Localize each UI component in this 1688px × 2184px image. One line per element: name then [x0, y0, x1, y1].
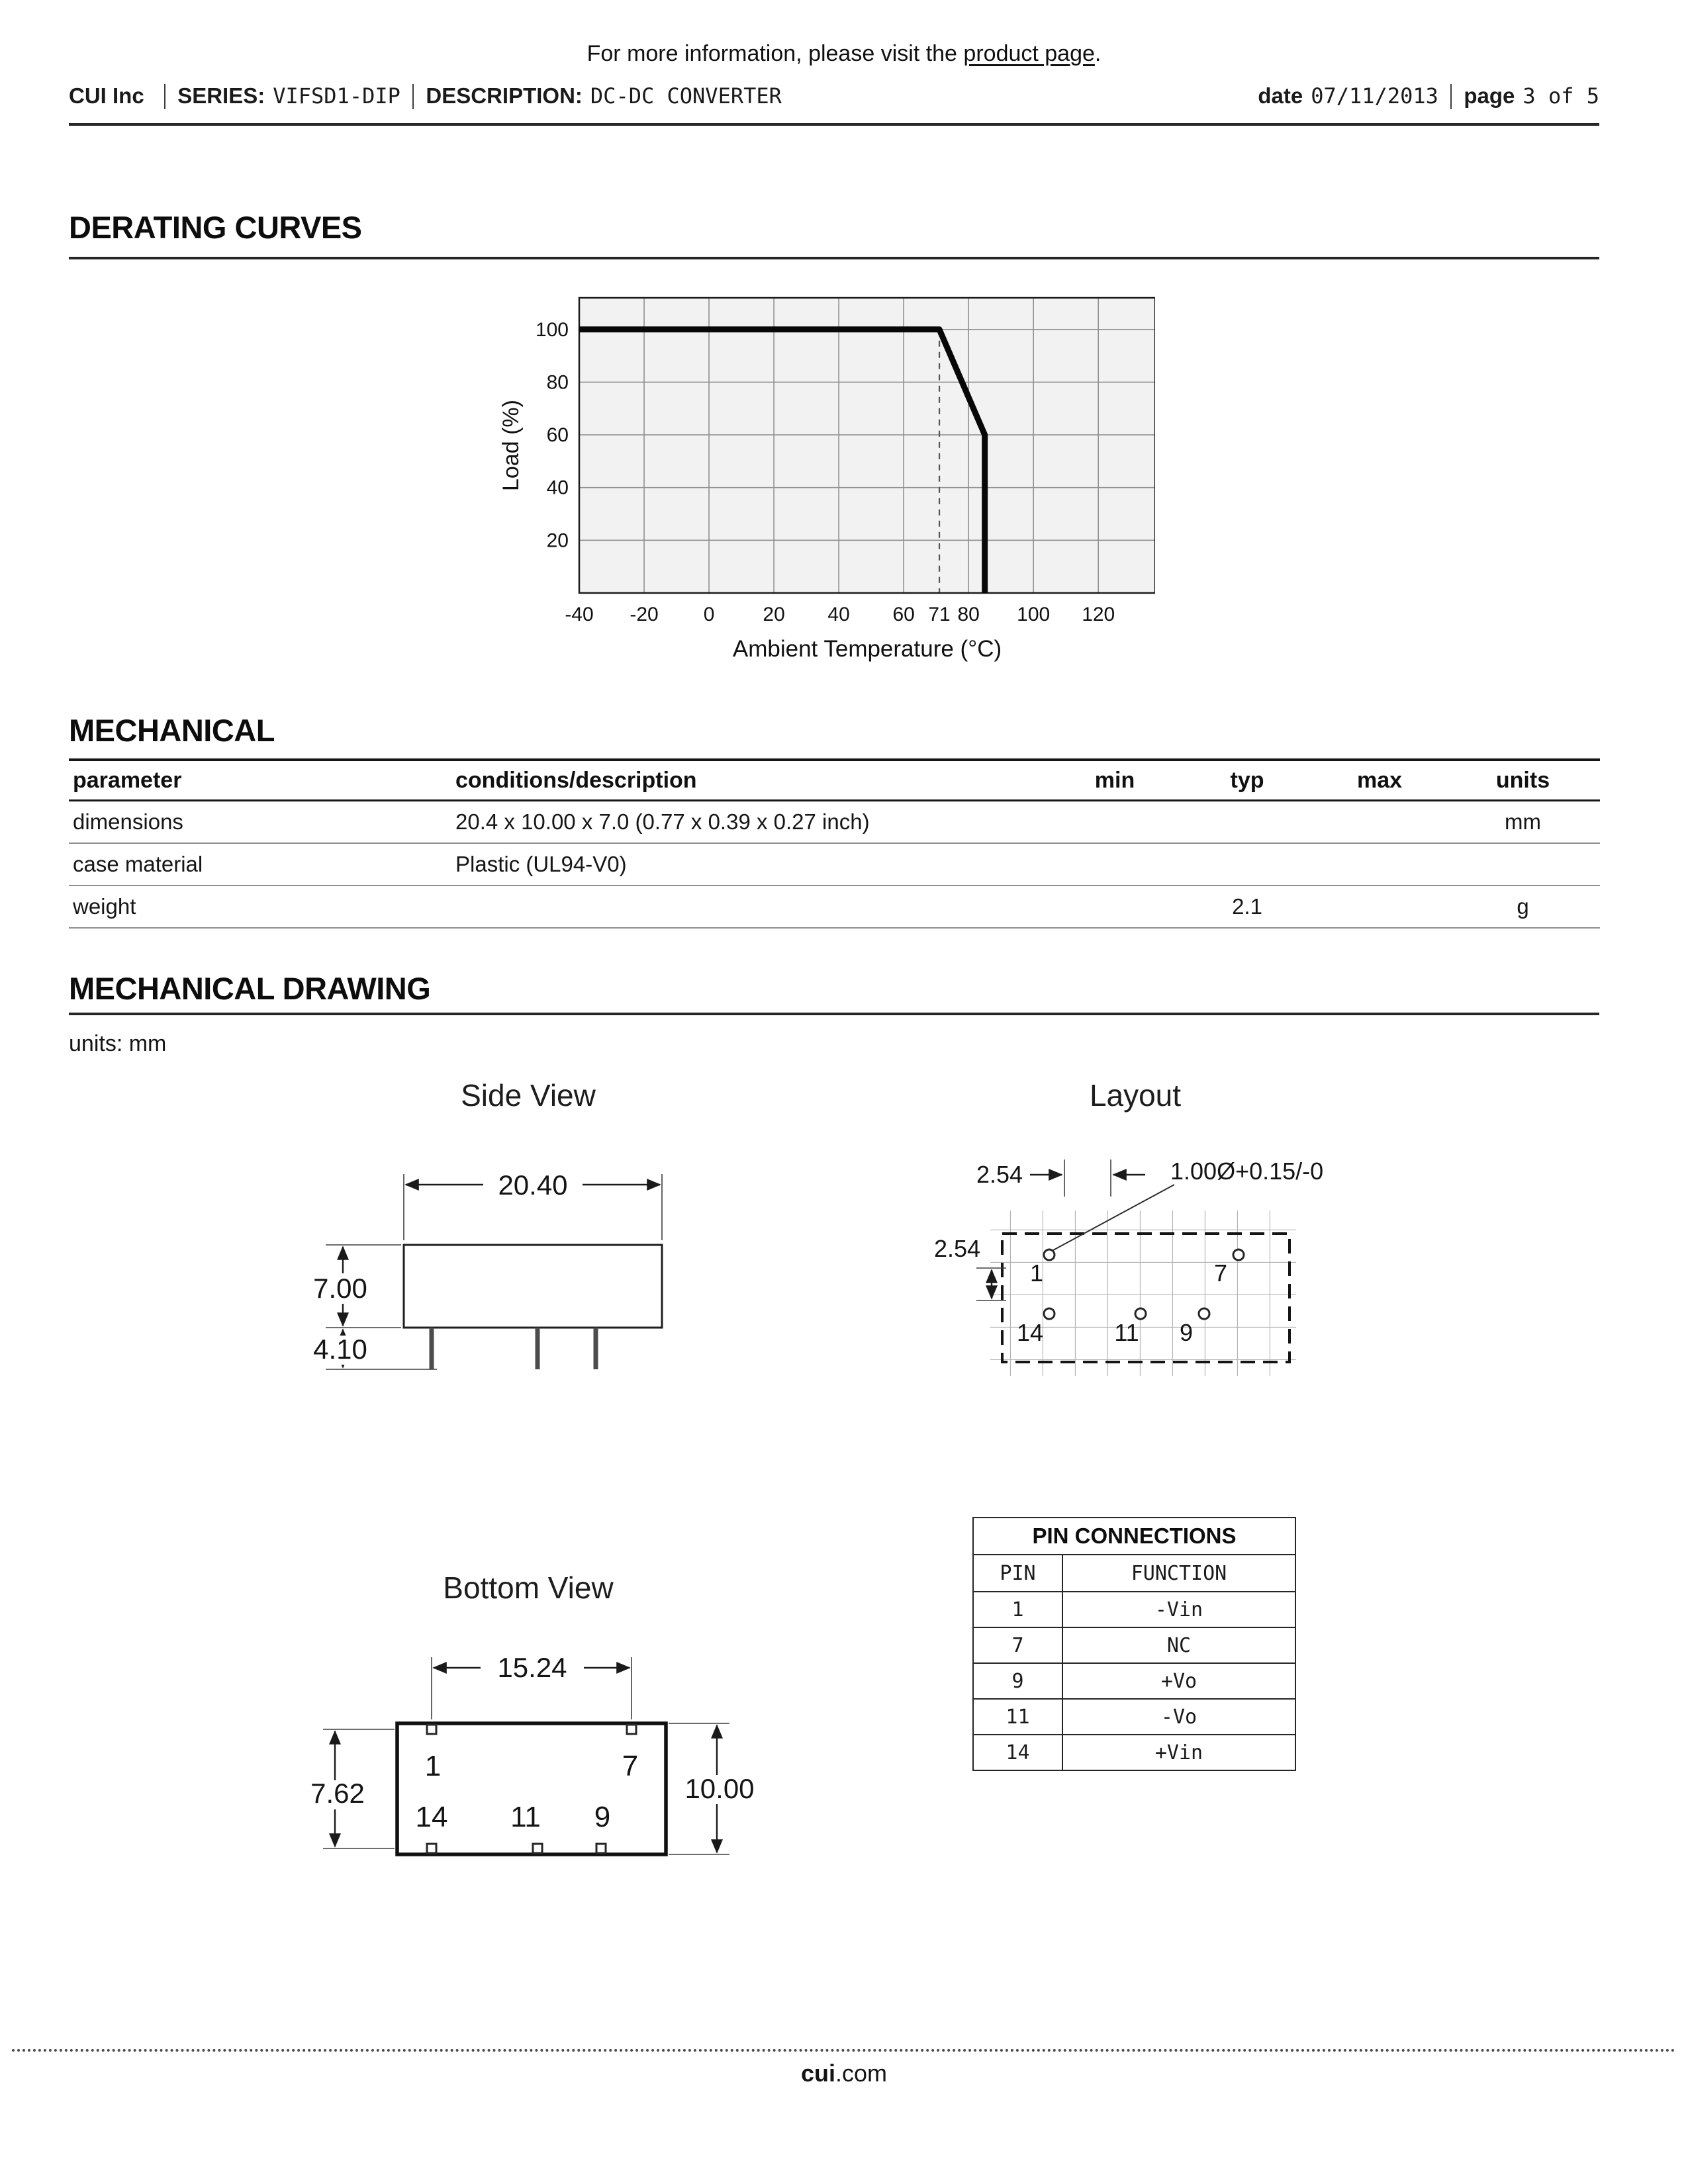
date-value: 07/11/2013	[1311, 83, 1438, 109]
pin-number-cell: 11	[973, 1699, 1062, 1735]
pad-11	[533, 1844, 542, 1853]
mech-table-row	[69, 886, 1600, 928]
layout-pitch-dimension	[976, 1160, 1145, 1197]
x-tick-label: 80	[957, 604, 980, 625]
pin-table-title-row	[973, 1518, 1295, 1555]
mech-cell-min	[1049, 886, 1181, 928]
mech-cell-conditions: Plastic (UL94-V0)	[451, 843, 1049, 886]
mech-col-conditions: conditions/description	[451, 760, 1049, 801]
x-tick-label: 0	[703, 604, 715, 625]
y-tick-label: 40	[546, 477, 569, 499]
side-view-drawing	[285, 1133, 735, 1418]
mech-cell-max	[1313, 843, 1446, 886]
mech-cell-conditions	[451, 886, 1049, 928]
layout-title: Layout	[1089, 1078, 1182, 1113]
mech-cell-parameter: dimensions	[69, 801, 451, 844]
pin-table-title: PIN CONNECTIONS	[973, 1518, 1295, 1555]
function-column-header: FUNCTION	[1062, 1555, 1295, 1592]
mech-cell-units	[1446, 843, 1600, 886]
pin-function-cell: -Vin	[1062, 1592, 1295, 1627]
pin-table-row	[973, 1699, 1295, 1735]
pin-hole-14	[1044, 1308, 1055, 1319]
header-rule	[69, 123, 1599, 126]
layout-pitch-label: 2.54	[976, 1161, 1023, 1188]
y-tick-label: 20	[546, 529, 569, 552]
header-row	[69, 83, 1599, 109]
mech-table-header-row	[69, 760, 1600, 801]
pad-14	[427, 1844, 436, 1853]
product-page-link[interactable]: product page	[963, 41, 1095, 66]
x-tick-label: 71	[928, 604, 951, 625]
pin-table-header-row	[973, 1555, 1295, 1592]
layout-pin-label-9: 9	[1179, 1319, 1194, 1346]
mech-table-body	[69, 801, 1600, 929]
x-tick-label: 60	[892, 604, 915, 625]
bottom-pin-label-7: 7	[622, 1750, 639, 1782]
pin-function-cell: NC	[1062, 1627, 1295, 1663]
mech-cell-min	[1049, 801, 1181, 844]
mech-cell-min	[1049, 843, 1181, 886]
bottom-pin-label-1: 1	[424, 1750, 442, 1782]
bottom-view-width-dimension	[432, 1652, 632, 1719]
mech-cell-typ: 2.1	[1181, 886, 1313, 928]
mech-cell-units: g	[1446, 886, 1600, 928]
side-view-title: Side View	[461, 1078, 596, 1113]
mech-col-parameter: parameter	[69, 760, 451, 801]
footer-domain: .com	[835, 2060, 888, 2087]
pin-table-row	[973, 1592, 1295, 1627]
bottom-view-drawing	[285, 1615, 801, 1926]
pin-number-cell: 1	[973, 1592, 1062, 1627]
footer	[0, 2060, 1688, 2087]
x-tick-label: 100	[1017, 604, 1051, 625]
pin-column-header: PIN	[973, 1555, 1062, 1592]
layout-row-pitch-label: 2.54	[933, 1235, 981, 1262]
layout-hole-label: 1.00Ø+0.15/-0	[1170, 1158, 1324, 1185]
mech-col-units: units	[1446, 760, 1600, 801]
layout-pin-label-7: 7	[1213, 1259, 1228, 1287]
separator-bar	[412, 84, 414, 109]
description-value: DC-DC CONVERTER	[590, 83, 782, 109]
page-value: 3 of 5	[1523, 83, 1599, 109]
top-note-period: .	[1094, 41, 1102, 66]
x-tick-label: -20	[630, 604, 659, 625]
x-tick-label: 20	[763, 604, 785, 625]
mech-table-row	[69, 801, 1600, 844]
mech-cell-typ	[1181, 843, 1313, 886]
mech-table-row	[69, 843, 1600, 886]
mech-cell-parameter: case material	[69, 843, 451, 886]
layout-grid	[990, 1210, 1296, 1376]
side-view-width-dimension	[404, 1169, 662, 1240]
series-label: SERIES:	[177, 83, 265, 108]
mech-col-max: max	[1313, 760, 1446, 801]
y-tick-label: 60	[546, 424, 569, 447]
bottom-view-row-pitch-label: 7.62	[310, 1778, 365, 1809]
chart-x-axis-label: Ambient Temperature (°C)	[732, 636, 1002, 662]
top-note	[0, 41, 1688, 67]
bottom-view-depth-dimension	[669, 1723, 764, 1854]
pin-table-body	[973, 1592, 1295, 1770]
pin-hole-7	[1233, 1250, 1244, 1260]
top-note-text: For more information, please visit the	[586, 41, 964, 66]
layout-drawing	[914, 1133, 1377, 1418]
pin-hole-9	[1199, 1308, 1209, 1319]
side-view-width-label: 20.40	[498, 1169, 568, 1201]
chart-plot-area	[579, 298, 1155, 593]
mechanical-drawing-heading: MECHANICAL DRAWING	[69, 971, 431, 1006]
pin-table-row	[973, 1663, 1295, 1699]
pin-table-row	[973, 1627, 1295, 1663]
pin-hole-1	[1044, 1250, 1055, 1260]
mech-col-typ: typ	[1181, 760, 1313, 801]
x-tick-label: 40	[827, 604, 850, 625]
pin-number-cell: 14	[973, 1735, 1062, 1770]
side-view-body-height-label: 7.00	[313, 1273, 367, 1304]
pin-number-cell: 9	[973, 1663, 1062, 1699]
units-note: units: mm	[69, 1031, 167, 1056]
pad-9	[596, 1844, 606, 1853]
x-tick-label: -40	[565, 604, 594, 625]
separator-bar	[164, 84, 166, 109]
page-label: page	[1464, 83, 1515, 108]
bottom-pin-label-9: 9	[594, 1801, 611, 1833]
mech-cell-units: mm	[1446, 801, 1600, 844]
mech-cell-parameter: weight	[69, 886, 451, 928]
footer-brand: cui	[800, 2060, 835, 2087]
pin-function-cell: -Vo	[1062, 1699, 1295, 1735]
pin-function-cell: +Vin	[1062, 1735, 1295, 1770]
bottom-view-row-pitch-dimension	[297, 1729, 395, 1848]
x-tick-label: 120	[1082, 604, 1115, 625]
layout-pin-label-11: 11	[1114, 1319, 1139, 1346]
date-label: date	[1258, 83, 1303, 108]
pin-hole-11	[1135, 1308, 1146, 1319]
bottom-view-depth-label: 10.00	[684, 1773, 755, 1804]
company-name: CUI Inc	[69, 83, 144, 108]
y-tick-label: 80	[546, 371, 569, 394]
separator-bar	[1450, 84, 1452, 109]
pad-1	[427, 1725, 436, 1734]
pin-function-cell: +Vo	[1062, 1663, 1295, 1699]
side-view-body	[404, 1245, 662, 1369]
bottom-view-pin-span-label: 15.24	[497, 1652, 567, 1683]
derating-chart	[427, 290, 1155, 670]
series-value: VIFSD1-DIP	[273, 83, 400, 109]
bottom-pin-label-14: 14	[415, 1801, 448, 1833]
layout-pin-label-14: 14	[1016, 1319, 1044, 1346]
derating-rule	[69, 257, 1599, 259]
description-label: DESCRIPTION:	[426, 83, 583, 108]
pin-connections-table	[972, 1517, 1296, 1771]
mech-cell-max	[1313, 886, 1446, 928]
side-view-pin-length-label: 4.10	[313, 1334, 367, 1365]
bottom-pin-label-11: 11	[510, 1801, 541, 1833]
header-left	[69, 83, 782, 109]
header-right	[1258, 83, 1599, 109]
pin-table-row	[973, 1735, 1295, 1770]
y-tick-label: 100	[535, 318, 569, 341]
mechanical-table	[69, 758, 1600, 929]
layout-pin-label-1: 1	[1029, 1259, 1044, 1287]
chart-y-axis-label: Load (%)	[498, 400, 524, 491]
mech-col-min: min	[1049, 760, 1181, 801]
bottom-view-title: Bottom View	[443, 1570, 614, 1605]
footer-rule	[12, 2049, 1676, 2052]
derating-curves-heading: DERATING CURVES	[69, 210, 362, 245]
bottom-view-body	[397, 1723, 666, 1854]
mech-cell-conditions: 20.4 x 10.00 x 7.0 (0.77 x 0.39 x 0.27 inch)	[451, 801, 1049, 844]
mech-cell-max	[1313, 801, 1446, 844]
mech-cell-typ	[1181, 801, 1313, 844]
pin-number-cell: 7	[973, 1627, 1062, 1663]
pad-7	[627, 1725, 636, 1734]
mechanical-drawing-rule	[69, 1013, 1599, 1015]
mechanical-heading: MECHANICAL	[69, 713, 275, 748]
